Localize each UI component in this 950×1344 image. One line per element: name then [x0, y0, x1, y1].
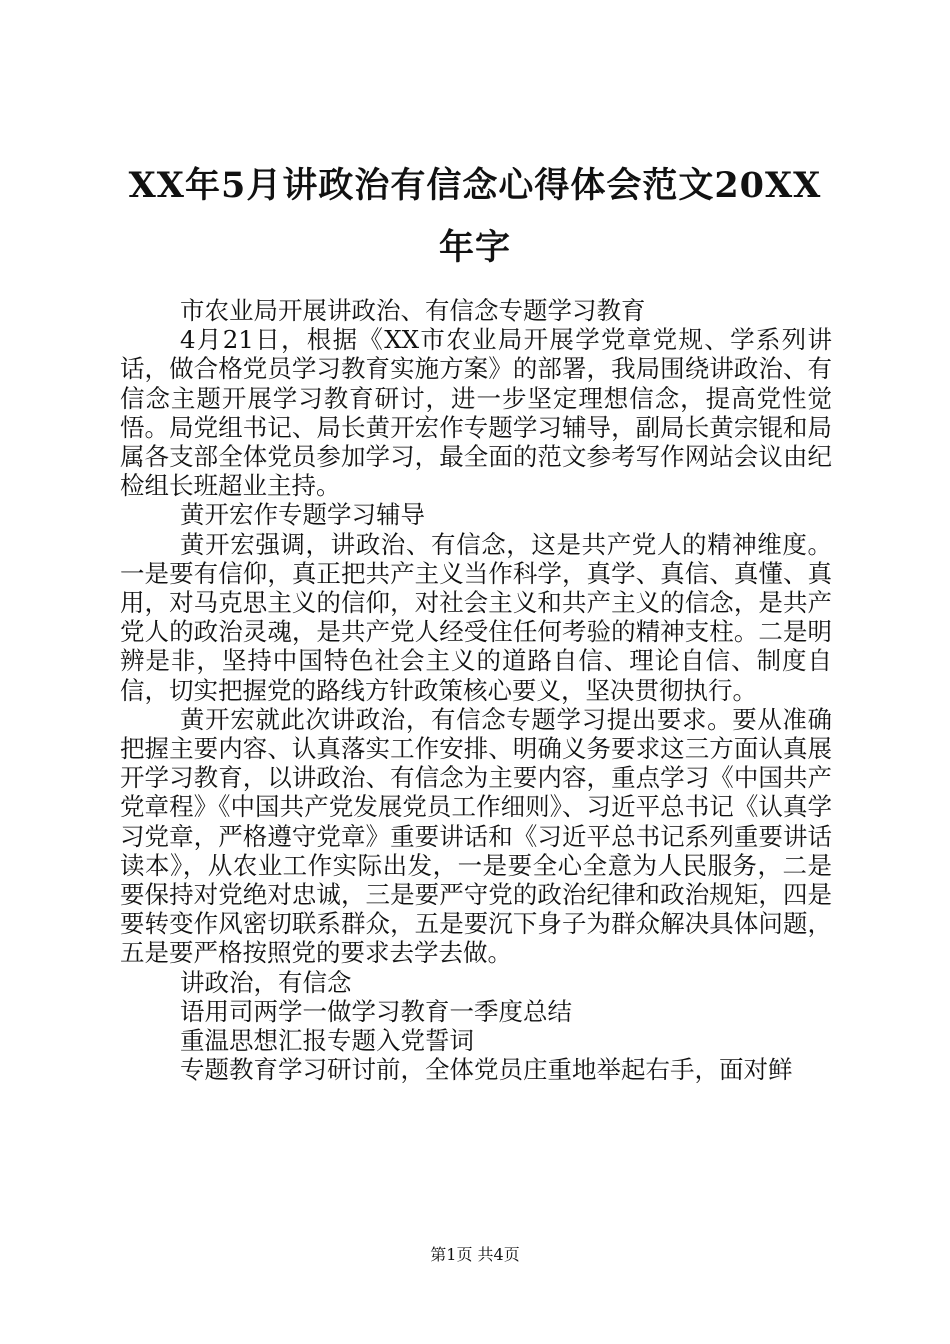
paragraph-heading-4: 语用司两学一做学习教育一季度总结 [180, 996, 573, 1026]
paragraph-intro: 4月21日，根据《XX市农业局开展学党章党规、学系列讲话，做合格党员学习教育实施方案》的部署，我局围绕讲政治、有信念主题开展学习教育研讨，进一步坚定理想信念，提高党性觉悟。局党组书记、局长黄开宏作专题学习辅导，副局长黄宗锟和局属各支部全体党员参加学习，最全面的范文参考写作网站会议由纪检组长班超业主持。 [120, 325, 832, 501]
document-title: XX年5月讲政治有信念心得体会范文20XX年字 [128, 165, 822, 268]
paragraph-emphasis: 黄开宏强调，讲政治、有信念，这是共产党人的精神维度。一是要有信仰，真正把共产主义当作科学，真学、真信、真懂、真用，对马克思主义的信仰，对社会主义和共产主义的信念，是共产党人的政治灵魂，是共产党人经受住任何考验的精神支柱。二是明辨是非，坚持中国特色社会主义的道路自信、理论自信、制度自信，切实把握党的路线方针政策核心要义，坚决贯彻执行。 [120, 529, 832, 705]
paragraph-heading-2: 黄开宏作专题学习辅导 [180, 500, 426, 530]
paragraph-heading-1: 市农业局开展讲政治、有信念专题学习教育 [180, 296, 646, 325]
document-body [120, 296, 832, 1084]
page-footer: 第1页 共4页 [430, 1245, 520, 1264]
paragraph-oath: 专题教育学习研讨前，全体党员庄重地举起右手，面对鲜 [180, 1055, 793, 1085]
paragraph-requirements: 黄开宏就此次讲政治，有信念专题学习提出要求。要从准确把握主要内容、认真落实工作安排、明确义务要求这三方面认真展开学习教育，以讲政治、有信念为主要内容，重点学习《中国共产党章程》《中国共产党发展党员工作细则》、习近平总书记《认真学习党章，严格遵守党章》重要讲话和《习近平总书记系列重要讲话读本》，从农业工作实际出发，一是要全心全意为人民服务，二是要保持对党绝对忠诚，三是要严守党的政治纪律和政治规矩，四是要转变作风密切联系群众，五是要沉下身子为群众解决具体问题，五是要严格按照党的要求去学去做。 [120, 704, 832, 968]
paragraph-heading-5: 重温思想汇报专题入党誓词 [180, 1026, 475, 1056]
paragraph-heading-3: 讲政治，有信念 [180, 967, 352, 997]
